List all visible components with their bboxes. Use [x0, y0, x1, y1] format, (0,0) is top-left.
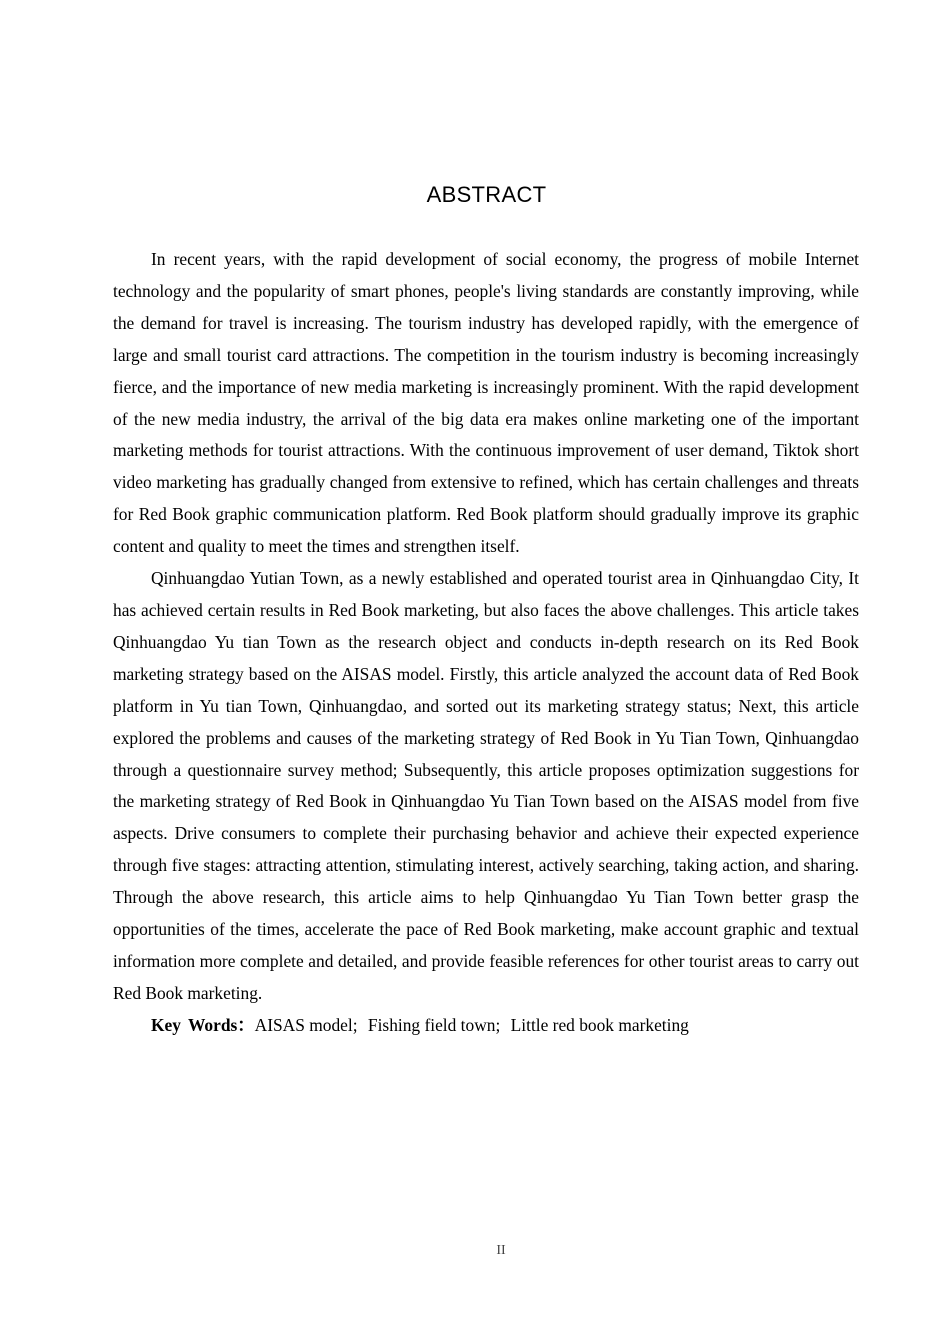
keywords-label: Key Words：	[151, 1014, 255, 1035]
keyword-item: Little red book marketing	[510, 1014, 689, 1035]
abstract-paragraph-1: In recent years, with the rapid development of social economy, the progress of mobile Internet technology and the popularity of smart phones, people's living standards are constantly improving, while the demand for travel is increasing. The tourism industry has developed rapidly, with the emergence of large and small tourist card attractions. The competition in the tourism industry is becoming increasingly fierce, and the importance of new media marketing is increasingly prominent. With the rapid development of the new media industry, the arrival of the big data era makes online marketing one of the important marketing methods for tourist attractions. With the continuous improvement of user demand, Tiktok short video marketing has gradually changed from extensive to refined, which has certain challenges and threats for Red Book graphic communication platform. Red Book platform should gradually improve its graphic content and quality to meet the times and strengthen itself.	[113, 249, 859, 557]
abstract-title: ABSTRACT	[426, 182, 547, 207]
abstract-paragraph-2: Qinhuangdao Yutian Town, as a newly established and operated tourist area in Qinhuangdao City, It has achieved certain results in Red Book marketing, but also faces the above challenges. This article takes Qinhuangdao Yu tian Town as the research object and conducts in-depth research on its Red Book marketing strategy based on the AISAS model. Firstly, this article analyzed the account data of Red Book platform in Yu tian Town, Qinhuangdao, and sorted out its marketing strategy status; Next, this article explored the problems and causes of the marketing strategy of Red Book in Yu Tian Town, Qinhuangdao through a questionnaire survey method; Subsequently, this article proposes optimization suggestions for the marketing strategy of Red Book in Qinhuangdao Yu Tian Town based on the AISAS model from five aspects. Drive consumers to complete their purchasing behavior and achieve their expected experience through five stages: attracting attention, stimulating interest, actively searching, taking action, and sharing. Through the above research, this article aims to help Qinhuangdao Yu Tian Town better grasp the opportunities of the times, accelerate the pace of Red Book marketing, make account graphic and textual information more complete and detailed, and provide feasible references for other tourist areas to carry out Red Book marketing.	[113, 568, 859, 1003]
keywords-line	[113, 1010, 859, 1042]
page-number: II	[496, 1243, 506, 1258]
abstract-body	[113, 244, 859, 1042]
keyword-item: Fishing field town;	[367, 1014, 501, 1035]
keyword-item: AISAS model;	[254, 1014, 358, 1035]
